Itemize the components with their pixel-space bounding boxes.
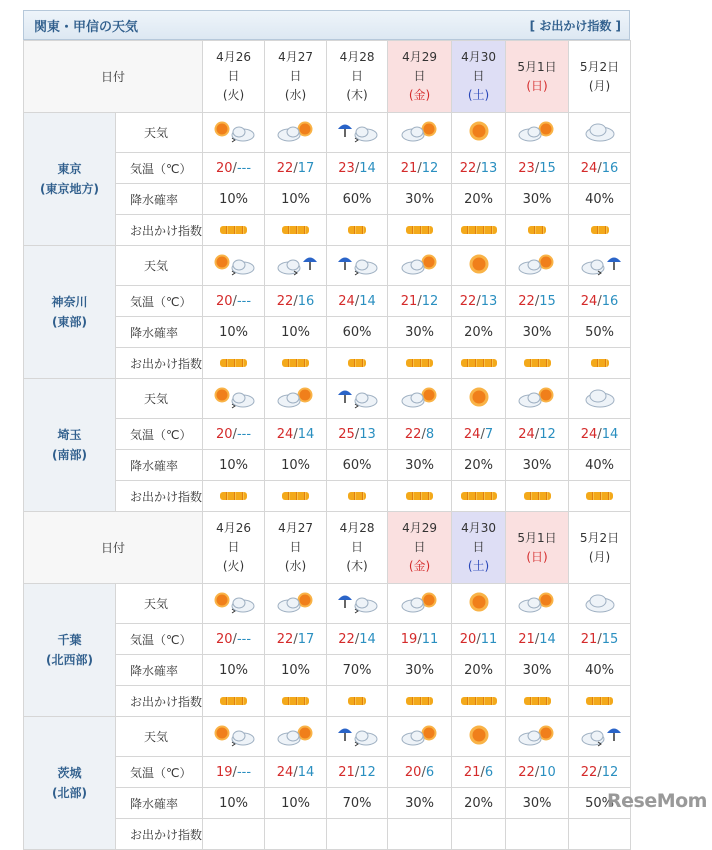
row-label: お出かけ指数 [116,348,203,379]
weather-icon [265,113,327,153]
temperature-cell: 22/14 [327,624,388,655]
weather-icon [203,717,265,757]
outing-index-icon [461,697,497,705]
rain-probability-cell: 30% [506,184,569,215]
temperature-cell: 21/15 [569,624,631,655]
temperature-cell: 20/11 [452,624,506,655]
temperature-cell: 24/16 [569,153,631,184]
cloudy-sunny-icon [398,384,442,410]
weather-icon [506,717,569,757]
temperature-cell: 22/10 [506,757,569,788]
row-temp [24,419,631,450]
weather-icon [265,246,327,286]
row-temp [24,624,631,655]
row-weather [24,379,631,419]
temperature-cell: 19/11 [388,624,452,655]
outing-index-cell [327,819,388,850]
cloudy-sunny-icon [515,384,559,410]
outing-index-icon [282,492,309,500]
outing-index-icon [220,492,247,500]
weather-icon [506,113,569,153]
outing-index-cell [388,819,452,850]
rain-probability-cell: 50% [569,317,631,348]
sunny-cloudy-icon [212,722,256,748]
row-label: 気温（℃） [116,757,203,788]
outing-index-cell [452,215,506,246]
sunny-cloudy-icon [212,251,256,277]
outing-index-cell [569,348,631,379]
date-cell: 4月29 日 (金) [388,512,452,584]
outing-index-cell [203,819,265,850]
outing-index-icon [591,226,609,234]
outing-index-cell [388,481,452,512]
outing-index-cell [388,215,452,246]
temperature-cell: 25/13 [327,419,388,450]
rain-probability-cell: 60% [327,450,388,481]
weather-icon [327,584,388,624]
date-cell: 4月26 日 (火) [203,41,265,113]
row-label: 天気 [116,584,203,624]
rain-probability-cell: 30% [388,184,452,215]
row-label: 天気 [116,717,203,757]
date-cell: 4月28 日 (木) [327,512,388,584]
rain-probability-cell: 30% [388,450,452,481]
region-name: 千葉 (北西部) [24,584,116,717]
outing-index-cell [327,215,388,246]
outing-index-cell [203,481,265,512]
outing-index-cell [569,215,631,246]
rain-probability-cell: 20% [452,655,506,686]
rain-probability-cell: 60% [327,317,388,348]
sunny-cloudy-icon [212,589,256,615]
weather-icon [203,113,265,153]
temperature-cell: 23/14 [327,153,388,184]
rain-cloudy-icon [335,118,379,144]
row-temp [24,286,631,317]
row-rain [24,655,631,686]
outing-index-cell [569,686,631,717]
row-index [24,481,631,512]
weather-icon [569,113,631,153]
outing-index-icon [348,226,366,234]
cloudy-icon [578,384,622,410]
weather-icon [452,113,506,153]
rain-probability-cell: 10% [203,450,265,481]
outing-index-cell [506,819,569,850]
row-label: 気温（℃） [116,286,203,317]
cloudy-rain-icon [578,251,622,277]
weather-icon [203,246,265,286]
rain-probability-cell: 60% [327,184,388,215]
weather-icon [203,379,265,419]
outing-index-cell [506,481,569,512]
date-cell: 5月2日 (月) [569,41,631,113]
temperature-cell: 21/12 [388,286,452,317]
row-weather [24,246,631,286]
rain-cloudy-icon [335,722,379,748]
rain-probability-cell: 30% [506,788,569,819]
rain-probability-cell: 70% [327,788,388,819]
outing-index-icon [461,492,497,500]
temperature-cell: 24/16 [569,286,631,317]
rain-probability-cell: 10% [203,788,265,819]
cloudy-sunny-icon [515,589,559,615]
rain-probability-cell: 30% [506,655,569,686]
cloudy-sunny-icon [515,722,559,748]
outing-index-cell [388,686,452,717]
weather-icon [506,246,569,286]
outing-index-cell [452,686,506,717]
resemom-logo: ReseMom [607,790,707,812]
rain-probability-cell: 30% [388,788,452,819]
date-cell: 4月27 日 (水) [265,512,327,584]
temperature-cell: 20/--- [203,153,265,184]
row-index [24,819,631,850]
outing-index-icon [348,359,366,367]
region-name: 東京 (東京地方) [24,113,116,246]
cloudy-sunny-icon [398,251,442,277]
outing-index-icon [282,359,309,367]
temperature-cell: 24/7 [452,419,506,450]
outing-index-cell [327,481,388,512]
date-header-row [24,512,631,584]
outing-index-icon [220,226,247,234]
rain-probability-cell: 10% [203,655,265,686]
date-cell: 4月30 日 (土) [452,41,506,113]
cloudy-sunny-icon [274,384,318,410]
outing-index-icon [586,492,613,500]
outing-index-cell [388,348,452,379]
weather-icon [203,584,265,624]
cloudy-sunny-icon [274,118,318,144]
weather-icon [506,584,569,624]
outing-index-cell [506,215,569,246]
rain-probability-cell: 10% [265,788,327,819]
weather-icon [265,379,327,419]
weather-icon [388,717,452,757]
rain-probability-cell: 30% [388,317,452,348]
row-label: 気温（℃） [116,624,203,655]
date-cell: 5月1日 (日) [506,512,569,584]
row-label: 降水確率 [116,450,203,481]
outing-index-icon [406,697,433,705]
weather-icon [327,113,388,153]
rain-cloudy-icon [335,384,379,410]
outing-index-cell [203,686,265,717]
region-name: 茨城 (北部) [24,717,116,850]
weather-icon [327,246,388,286]
rain-probability-cell: 10% [265,317,327,348]
weather-icon [569,246,631,286]
date-label: 日付 [24,41,203,113]
outing-index-icon [528,226,546,234]
sunny-icon [457,118,501,144]
row-index [24,686,631,717]
weather-icon [327,717,388,757]
cloudy-icon [578,118,622,144]
outing-index-icon [406,359,433,367]
outing-index-cell [327,348,388,379]
cloudy-sunny-icon [515,118,559,144]
row-label: 天気 [116,379,203,419]
outing-index-icon [220,359,247,367]
rain-probability-cell: 40% [569,655,631,686]
outing-index-icon [461,226,497,234]
region-name: 神奈川 (東部) [24,246,116,379]
outing-index-icon [586,697,613,705]
outing-index-icon [220,697,247,705]
row-rain [24,184,631,215]
temperature-cell: 22/8 [388,419,452,450]
widget-header [23,10,630,40]
row-weather [24,584,631,624]
weather-icon [388,113,452,153]
row-rain [24,450,631,481]
outing-index-cell [265,215,327,246]
cloudy-rain-icon [578,722,622,748]
row-label: 天気 [116,113,203,153]
weather-icon [452,379,506,419]
rain-probability-cell: 50% [569,788,631,819]
row-rain [24,317,631,348]
row-temp [24,153,631,184]
outing-index-cell [569,481,631,512]
row-label: お出かけ指数 [116,686,203,717]
outing-index-cell [506,686,569,717]
outing-index-icon [406,492,433,500]
sunny-cloudy-icon [212,384,256,410]
row-label: 気温（℃） [116,153,203,184]
outing-index-icon [524,492,551,500]
outing-index-cell [203,348,265,379]
temperature-cell: 20/--- [203,624,265,655]
outing-index-cell [452,819,506,850]
rain-probability-cell: 20% [452,788,506,819]
date-header-row [24,41,631,113]
row-label: 気温（℃） [116,419,203,450]
rain-probability-cell: 10% [265,184,327,215]
temperature-cell: 22/17 [265,153,327,184]
cloudy-icon [578,589,622,615]
temperature-cell: 20/--- [203,286,265,317]
temperature-cell: 20/6 [388,757,452,788]
weather-icon [569,584,631,624]
outing-index-cell [327,686,388,717]
rain-probability-cell: 30% [388,655,452,686]
rain-probability-cell: 20% [452,317,506,348]
weather-icon [452,246,506,286]
row-label: 降水確率 [116,184,203,215]
outing-index-icon [348,492,366,500]
row-label: お出かけ指数 [116,481,203,512]
outing-index-cell [452,348,506,379]
temperature-cell: 21/12 [388,153,452,184]
sunny-icon [457,722,501,748]
cloudy-sunny-icon [274,722,318,748]
outing-index-icon [406,226,433,234]
row-temp [24,757,631,788]
temperature-cell: 22/13 [452,286,506,317]
temperature-cell: 20/--- [203,419,265,450]
cloudy-sunny-icon [398,589,442,615]
date-cell: 5月1日 (日) [506,41,569,113]
temperature-cell: 21/14 [506,624,569,655]
widget-title: 関東・甲信の天気 [34,19,139,35]
temperature-cell: 23/15 [506,153,569,184]
temperature-cell: 21/12 [327,757,388,788]
temperature-cell: 24/14 [265,419,327,450]
cloudy-sunny-icon [515,251,559,277]
temperature-cell: 22/16 [265,286,327,317]
rain-probability-cell: 40% [569,184,631,215]
row-index [24,215,631,246]
cloudy-sunny-icon [398,118,442,144]
weather-icon [506,379,569,419]
rain-cloudy-icon [335,251,379,277]
weather-icon [388,584,452,624]
outing-index-icon [524,697,551,705]
rain-probability-cell: 10% [265,655,327,686]
weather-icon [452,717,506,757]
outing-index-cell [203,215,265,246]
rain-probability-cell: 10% [265,450,327,481]
region-name: 埼玉 (南部) [24,379,116,512]
cloudy-sunny-icon [274,589,318,615]
outing-index-cell [265,348,327,379]
temperature-cell: 24/12 [506,419,569,450]
temperature-cell: 24/14 [327,286,388,317]
cloudy-sunny-icon [398,722,442,748]
row-label: 天気 [116,246,203,286]
weather-icon [452,584,506,624]
rain-probability-cell: 10% [203,184,265,215]
date-cell: 4月30 日 (土) [452,512,506,584]
weather-icon [388,246,452,286]
date-cell: 5月2日 (月) [569,512,631,584]
outing-index-icon [524,359,551,367]
outing-index-cell [452,481,506,512]
weather-icon [327,379,388,419]
row-rain [24,788,631,819]
rain-probability-cell: 20% [452,184,506,215]
outing-index-icon [461,359,497,367]
temperature-cell: 24/14 [265,757,327,788]
outing-index-icon [282,226,309,234]
date-label: 日付 [24,512,203,584]
temperature-cell: 22/12 [569,757,631,788]
temperature-cell: 19/--- [203,757,265,788]
outing-index-icon [282,697,309,705]
outing-index-cell [265,819,327,850]
outing-index-cell [569,819,631,850]
temperature-cell: 21/6 [452,757,506,788]
date-cell: 4月27 日 (水) [265,41,327,113]
sunny-icon [457,589,501,615]
outing-index-cell [265,481,327,512]
weather-icon [569,717,631,757]
row-label: 降水確率 [116,317,203,348]
rain-probability-cell: 10% [203,317,265,348]
outing-index-icon [348,697,366,705]
date-cell: 4月29 日 (金) [388,41,452,113]
sunny-icon [457,251,501,277]
weather-icon [388,379,452,419]
outing-index-cell [265,686,327,717]
rain-probability-cell: 70% [327,655,388,686]
forecast-table [23,40,631,850]
rain-probability-cell: 20% [452,450,506,481]
row-weather [24,113,631,153]
row-label: 降水確率 [116,655,203,686]
weather-icon [569,379,631,419]
row-weather [24,717,631,757]
sunny-icon [457,384,501,410]
row-label: お出かけ指数 [116,819,203,850]
row-label: 降水確率 [116,788,203,819]
outing-index-link[interactable]: [ お出かけ指数 ] [529,18,621,33]
temperature-cell: 22/17 [265,624,327,655]
outing-index-cell [506,348,569,379]
outing-index-icon [591,359,609,367]
temperature-cell: 24/14 [569,419,631,450]
weather-icon [265,717,327,757]
date-cell: 4月26 日 (火) [203,512,265,584]
rain-probability-cell: 30% [506,450,569,481]
weather-widget [23,10,630,850]
cloudy-rain-icon [274,251,318,277]
rain-cloudy-icon [335,589,379,615]
row-index [24,348,631,379]
rain-probability-cell: 40% [569,450,631,481]
date-cell: 4月28 日 (木) [327,41,388,113]
temperature-cell: 22/15 [506,286,569,317]
row-label: お出かけ指数 [116,215,203,246]
sunny-cloudy-icon [212,118,256,144]
temperature-cell: 22/13 [452,153,506,184]
rain-probability-cell: 30% [506,317,569,348]
weather-icon [265,584,327,624]
